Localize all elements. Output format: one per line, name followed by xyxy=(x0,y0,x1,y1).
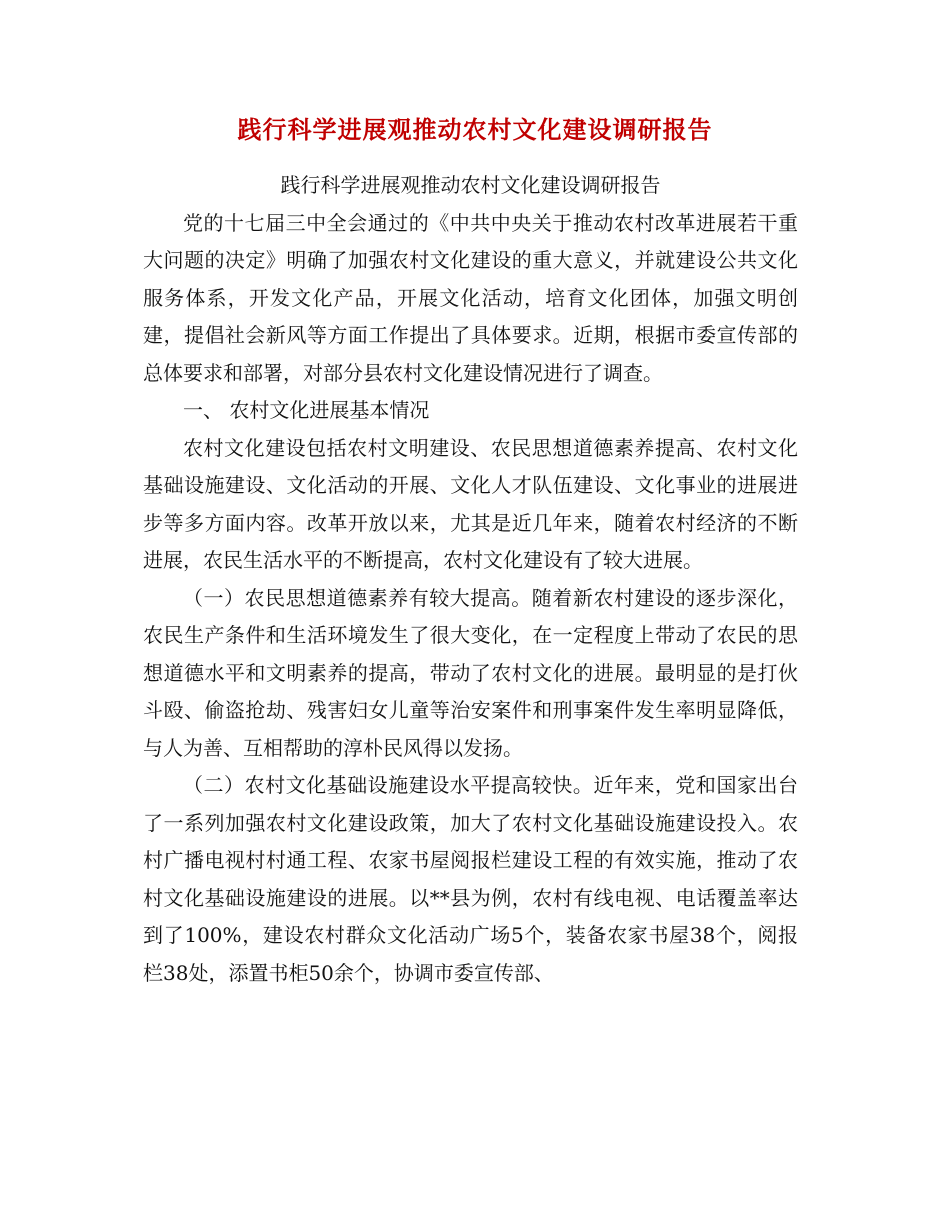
section-1-paragraph: 农村文化建设包括农村文明建设、农民思想道德素养提高、农村文化基础设施建设、文化活动的开展、文化人才队伍建设、文化事业的进展进步等多方面内容。改革开放以来，尤其是近几年来，随着农村经济的不断进展，农民生活水平的不断提高，农村文化建设有了较大进展。 xyxy=(143,435,798,572)
subsection-2-paragraph: （二）农村文化基础设施建设水平提高较快。近年来，党和国家出台了一系列加强农村文化建设政策，加大了农村文化基础设施建设投入。农村广播电视村村通工程、农家书屋阅报栏建设工程的有效实施，推动了农村文化基础设施建设的进展。以**县为例，农村有线电视、电话覆盖率达到了100%，建设农村群众文化活动广场5个，装备农家书屋38个，阅报栏38处，添置书柜50余个，协调市委宣传部、 xyxy=(143,773,798,985)
document-body xyxy=(143,167,798,992)
subsection-1-paragraph: （一）农民思想道德素养有较大提高。随着新农村建设的逐步深化，农民生产条件和生活环境发生了很大变化，在一定程度上带动了农民的思想道德水平和文明素养的提高，带动了农村文化的进展。最明显的是打伙斗殴、偷盗抢劫、残害妇女儿童等治安案件和刑事案件发生率明显降低，与人为善、互相帮助的淳朴民风得以发扬。 xyxy=(143,585,798,760)
document-title: 践行科学进展观推动农村文化建设调研报告 xyxy=(237,115,713,144)
section-heading-1: 一、 农村文化进展基本情况 xyxy=(183,398,430,422)
intro-paragraph: 党的十七届三中全会通过的《中共中央关于推动农村改革进展若干重大问题的决定》明确了加强农村文化建设的重大意义，并就建设公共文化服务体系，开发文化产品，开展文化活动，培育文化团体，加强文明创建，提倡社会新风等方面工作提出了具体要求。近期，根据市委宣传部的总体要求和部署，对部分县农村文化建设情况进行了调查。 xyxy=(143,210,798,385)
document-subtitle: 践行科学进展观推动农村文化建设调研报告 xyxy=(280,173,661,197)
